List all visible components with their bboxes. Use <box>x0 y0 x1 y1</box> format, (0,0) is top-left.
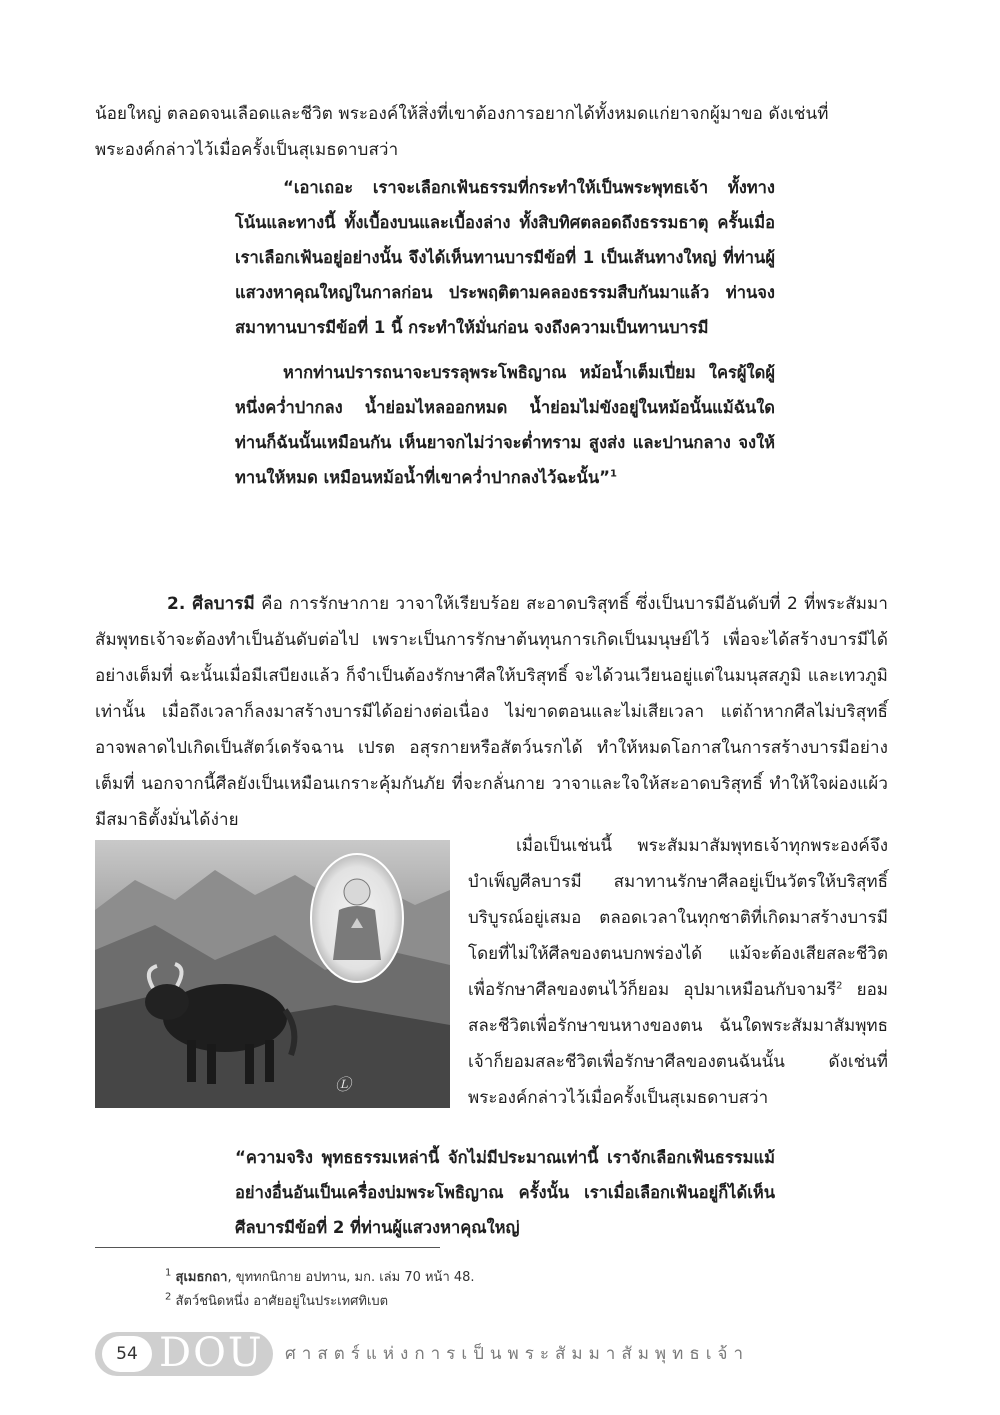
deity-head-icon <box>344 879 370 905</box>
side-paragraph-part-1: เมื่อเป็นเช่นนี้ พระสัมมาสัมพุทธเจ้าทุกพระองค์จึงบำเพ็ญศีลบารมี สมาทานรักษาศีลอยู่เป็นวัตรให้บริสุทธิ์บริบูรณ์อยู่เสมอ ตลอดเวลาในทุกชาติที่เกิดมาสร้างบารมี โดยที่ไม่ให้ศีลของตนบกพร่องได้ แม้จะต้องเสียสละชีวิตเพื่อรักษาศีลของตนไว้ก็ยอม อุปมาเหมือนกับจามรี <box>468 836 888 1000</box>
footnote-2-text: สัตว์ชนิดหนึ่ง อาศัยอยู่ในประเทศทิเบต <box>175 1294 389 1309</box>
footnote-1-text: , ขุททกนิกาย อปทาน, มก. เล่ม 70 หน้า 48. <box>227 1270 475 1285</box>
deity-robe-icon <box>333 906 381 960</box>
footnote-1-number: 1 <box>165 1267 172 1279</box>
yak-illustration-drawing <box>95 840 450 1108</box>
yak-leg-icon <box>207 1044 216 1084</box>
section-2-text: คือ การรักษากาย วาจาให้เรียบร้อย สะอาดบริสุทธิ์ ซึ่งเป็นบารมีอันดับที่ 2 ที่พระสัมมาสัมพุทธเจ้าจะต้องทำเป็นอันดับต่อไป เพราะเป็นการรักษาต้นทุนการเกิดเป็นมนุษย์ไว้ เพื่อจะได้สร้างบารมีได้อย่างเต็มที่ ฉะนั้นเมื่อมีเสบียงแล้ว ก็จำเป็นต้องรักษาศีลให้บริสุทธิ์ จะได้วนเวียนอยู่แต่ในมนุสสภูมิ และเทวภูมิเท่านั้น เมื่อถึงเวลาก็ลงมาสร้างบารมีได้อย่างต่อเนื่อง ไม่ขาดตอนและไม่เสียเวลา แต่ถ้าหากศีลไม่บริสุทธิ์ อาจพลาดไปเกิดเป็นสัตว์เดรัจฉาน เปรต อสุรกายหรือสัตว์นรกได้ ทำให้หมดโอกาสในการสร้างบารมีอย่างเต็มที่ นอกจากนี้ศีลยังเป็นเหมือนเกราะคุ้มกันภัย ที่จะกลั่นกาย วาจาและใจให้สะอาดบริสุทธิ์ ทำให้ใจผ่องแผ้วมีสมาธิตั้งมั่นได้ง่าย <box>95 594 888 830</box>
book-title: ศาสตร์แห่งการเป็นพระสัมมาสัมพุทธเจ้า <box>285 1344 750 1364</box>
side-paragraph <box>468 828 888 1116</box>
intro-paragraph <box>95 96 888 168</box>
footer-badge <box>95 1332 273 1376</box>
quote-block-2 <box>235 1140 775 1245</box>
footnote-1-title: สุเมธกถา <box>175 1270 228 1285</box>
yak-leg-icon <box>265 1040 274 1082</box>
footnotes <box>165 1266 475 1314</box>
yak-leg-icon <box>245 1044 254 1084</box>
quote-1-paragraph-2 <box>235 355 775 495</box>
yak-leg-icon <box>187 1040 196 1082</box>
intro-line-2: พระองค์กล่าวไว้เมื่อครั้งเป็นสุเมธดาบสว่า <box>95 140 399 160</box>
footnote-divider <box>95 1247 440 1248</box>
quote-1-paragraph-2-text: หากท่านปรารถนาจะบรรลุพระโพธิญาณ หม้อน้ำเต็มเปี่ยม ใครผู้ใดผู้หนึ่งคว่ำปากลง น้ำย่อมไหลออกหมด น้ำย่อมไม่ขังอยู่ในหม้อนั้นแม้ฉันใด ท่านก็ฉันนั้นเหมือนกัน เห็นยาจกไม่ว่าจะต่ำทราม สูงส่ง และปานกลาง จงให้ทานให้หมด เหมือนหม้อน้ำที่เขาคว่ำปากลงไว้ฉะนั้น” <box>235 363 775 487</box>
footnote-ref-1[interactable]: 1 <box>609 468 617 480</box>
yak-head-icon <box>145 984 189 1020</box>
section-2-paragraph <box>95 586 888 838</box>
quote-2-paragraph: “ความจริง พุทธธรรมเหล่านี้ จักไม่มีประมาณเท่านี้ เราจักเลือกเฟ้นธรรมแม้อย่างอื่นอันเป็นเครื่องบ่มพระโพธิญาณ ครั้งนั้น เราเมื่อเลือกเฟ้นอยู่ก็ได้เห็นศีลบารมีข้อที่ 2 ที่ท่านผู้แสวงหาคุณใหญ่ <box>235 1148 775 1237</box>
side-paragraph-part-2: ยอมสละชีวิตเพื่อรักษาขนหางของตน ฉันใดพระสัมมาสัมพุทธเจ้าก็ยอมสละชีวิตเพื่อรักษาศีลของตนฉันนั้น ดังเช่นที่พระองค์กล่าวไว้เมื่อครั้งเป็นสุเมธดาบสว่า <box>468 980 888 1108</box>
artist-signature: Ⓛ <box>335 1075 352 1094</box>
intro-line-1: น้อยใหญ่ ตลอดจนเลือดและชีวิต พระองค์ให้สิ่งที่เขาต้องการอยากได้ทั้งหมดแก่ยาจกผู้มาขอ ดังเช่นที่ <box>95 104 829 124</box>
quote-1-paragraph-1: “เอาเถอะ เราจะเลือกเฟ้นธรรมที่กระทำให้เป็นพระพุทธเจ้า ทั้งทางโน้นและทางนี้ ทั้งเบื้องบนและเบื้องล่าง ทั้งสิบทิศตลอดถึงธรรมธาตุ ครั้นเมื่อเราเลือกเฟ้นอยู่อย่างนั้น จึงได้เห็นทานบารมีข้อที่ 1 เป็นเส้นทางใหญ่ ที่ท่านผู้แสวงหาคุณใหญ่ในกาลก่อน ประพฤติตามคลองธรรมสืบกันมาแล้ว ท่านจงสมาทานบารมีข้อที่ 1 นี้ กระทำให้มั่นก่อน จงถึงความเป็นทานบารมี <box>235 178 775 337</box>
section-2-heading: 2. ศีลบารมี <box>167 594 255 614</box>
quote-block-1 <box>235 170 775 495</box>
footnote-1 <box>165 1266 475 1290</box>
footnote-2 <box>165 1290 475 1314</box>
page-number: 54 <box>102 1336 152 1372</box>
footnote-ref-2[interactable]: 2 <box>836 980 843 992</box>
footnote-2-number: 2 <box>165 1291 172 1303</box>
page-footer <box>95 1332 915 1376</box>
yak-illustration <box>95 840 450 1108</box>
brand-logo: DOU <box>159 1330 264 1376</box>
